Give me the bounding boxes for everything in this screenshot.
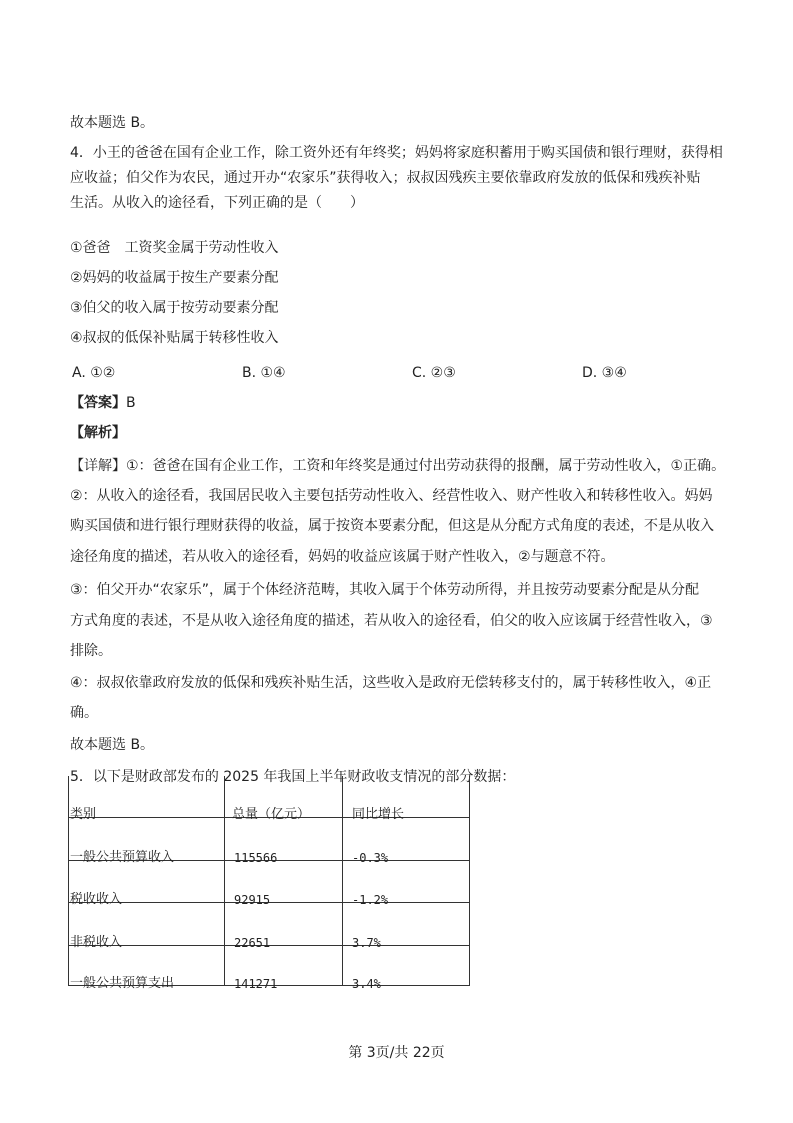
table-row-3-total: 22651: [234, 936, 271, 950]
table-row-3-growth: 3.7%: [352, 936, 381, 950]
prev-conclusion: 故本题选 B。: [70, 115, 155, 131]
detail-line-2: ②：从收入的途径看，我国居民收入主要包括劳动性收入、经营性收入、财产性收入和转移性收入。妈妈: [70, 488, 713, 504]
detail-line-9: 确。: [70, 705, 98, 721]
detail-line-3: 购买国债和进行银行理财获得的收益，属于按资本要素分配，但这是从分配方式角度的表述，不是从收入: [70, 518, 714, 534]
table-row-2-growth: -1.2%: [352, 893, 389, 907]
q5-stem: 5．以下是财政部发布的 2025 年我国上半年财政收支情况的部分数据：: [70, 769, 516, 785]
q4-statement-2: ②妈妈的收益属于按生产要素分配: [70, 270, 279, 286]
answer-label: 【答案】: [70, 395, 126, 411]
table-header-growth: 同比增长: [352, 807, 405, 822]
q4-option-d: D. ③④: [582, 365, 627, 381]
table-col-divider-1: [224, 776, 225, 986]
analysis-label: 【解析】: [70, 425, 126, 441]
table-row-2-total: 92915: [234, 893, 271, 907]
q4-statement-3: ③伯父的收入属于按劳动要素分配: [70, 300, 279, 316]
q4-statement-4: ④叔叔的低保补贴属于转移性收入: [70, 330, 279, 346]
table-header-category: 类别: [70, 807, 97, 822]
detail-line-4: 途径角度的描述，若从收入的途径看，妈妈的收益应该属于财产性收入，②与题意不符。: [70, 549, 615, 565]
q4-statement-1: ①爸爸 工资奖金属于劳动性收入: [70, 240, 279, 256]
table-row-1-growth: -0.3%: [352, 851, 389, 865]
answer-value: B: [126, 395, 136, 411]
table-row-4-total: 141271: [234, 977, 278, 991]
q4-conclusion: 故本题选 B。: [70, 737, 155, 753]
page-footer: 第 3页/共 22页: [348, 1045, 445, 1061]
table-row-2-category: 税收收入: [70, 892, 123, 907]
table-row-1-category: 一般公共预算收入: [70, 850, 175, 865]
detail-line-7: 排除。: [70, 643, 112, 659]
table-col-divider-2: [342, 776, 343, 986]
detail-line-8: ④：叔叔依靠政府发放的低保和残疾补贴生活，这些收入是政府无偿转移支付的，属于转移性收入，④正: [70, 675, 712, 691]
q4-stem-line-2: 应收益；伯父作为农民，通过开办“农家乐”获得收入；叔叔因残疾主要依靠政府发放的低保和残疾补贴: [70, 170, 701, 186]
answer-line: [70, 393, 136, 413]
detail-line-1: 【详解】①：爸爸在国有企业工作，工资和年终奖是通过付出劳动获得的报酬，属于劳动性收入，①正确。: [70, 458, 726, 474]
table-row-1-total: 115566: [234, 851, 278, 865]
table-row-4-growth: 3.4%: [352, 977, 381, 991]
q4-stem-line-1: 4．小王的爸爸在国有企业工作，除工资外还有年终奖；妈妈将家庭积蓄用于购买国债和银行理财，获得相: [70, 145, 723, 161]
table-row-4-category: 一般公共预算支出: [70, 976, 175, 991]
q4-stem-line-3: 生活。从收入的途径看，下列正确的是（ ）: [70, 195, 364, 211]
q4-option-c: C. ②③: [412, 365, 456, 381]
detail-line-5: ③：伯父开办“农家乐”，属于个体经济范畴，其收入属于个体劳动所得，并且按劳动要素分配是从分配: [70, 582, 700, 598]
table-header-total: 总量（亿元）: [232, 807, 311, 822]
detail-line-6: 方式角度的表述，不是从收入途径角度的描述，若从收入的途径看，伯父的收入应该属于经营性收入，③: [70, 613, 713, 629]
table-row-3-category: 非税收入: [70, 935, 123, 950]
q4-option-b: B. ①④: [242, 365, 286, 381]
q4-option-a: A. ①②: [72, 365, 116, 381]
